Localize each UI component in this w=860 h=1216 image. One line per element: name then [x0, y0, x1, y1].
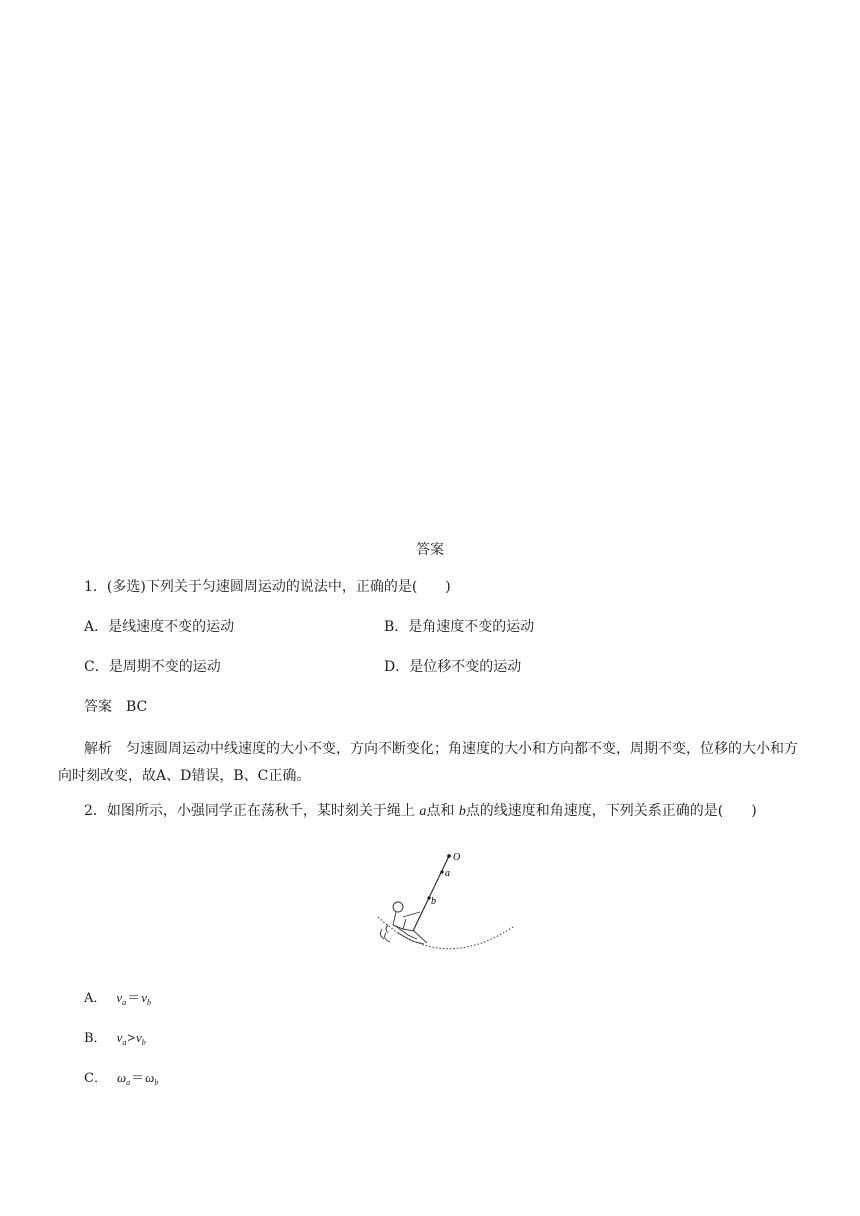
q2-var-b: b: [458, 804, 466, 819]
swing-figure: [370, 845, 520, 960]
child-on-swing-drawing: [380, 902, 427, 944]
q2-stem-part2: 点和: [426, 803, 455, 819]
q1-option-c: C．是周期不变的运动: [84, 659, 221, 675]
q1-option-d: D．是位移不变的运动: [384, 659, 522, 675]
q2-option-b: B． $v_a>v_b$: [84, 1030, 146, 1047]
pivot-label: O: [453, 852, 461, 863]
q2-stem-part1: 2．如图所示，小强同学正在荡秋千，某时刻关于绳上: [84, 803, 415, 819]
pivot-point: [447, 854, 451, 858]
point-a-dot: [440, 870, 443, 873]
q1-option-a: A．是线速度不变的运动: [84, 619, 235, 635]
q2-option-a: A． $v_a=v_b$: [84, 990, 151, 1007]
q1-option-b: B．是角速度不变的运动: [384, 619, 535, 635]
q1-answer: [84, 697, 147, 717]
q2-var-a: a: [419, 804, 427, 819]
analysis-text: 匀速圆周运动中线速度的大小不变，方向不断变化；角速度的大小和方向都不变，周期不变，位移的大小和方向时刻改变，故A、D错误，B、C正确。: [58, 741, 798, 784]
q2-option-c: C． $\omega_a=\omega_b$: [84, 1070, 159, 1087]
answer-label: 答案: [84, 699, 112, 715]
q1-analysis: [58, 736, 810, 790]
answer-value: BC: [126, 699, 148, 715]
point-a-label: a: [445, 868, 450, 879]
point-b-label: b: [431, 896, 436, 907]
answer-heading: 答案: [416, 542, 444, 558]
swing-rope: [413, 856, 449, 931]
analysis-label: 解析: [84, 741, 112, 757]
question-2-stem: [84, 801, 757, 822]
question-1-stem: 1．(多选)下列关于匀速圆周运动的说法中，正确的是( ): [84, 579, 451, 595]
q2-stem-part3: 点的线速度和角速度，下列关系正确的是( ): [465, 803, 757, 819]
